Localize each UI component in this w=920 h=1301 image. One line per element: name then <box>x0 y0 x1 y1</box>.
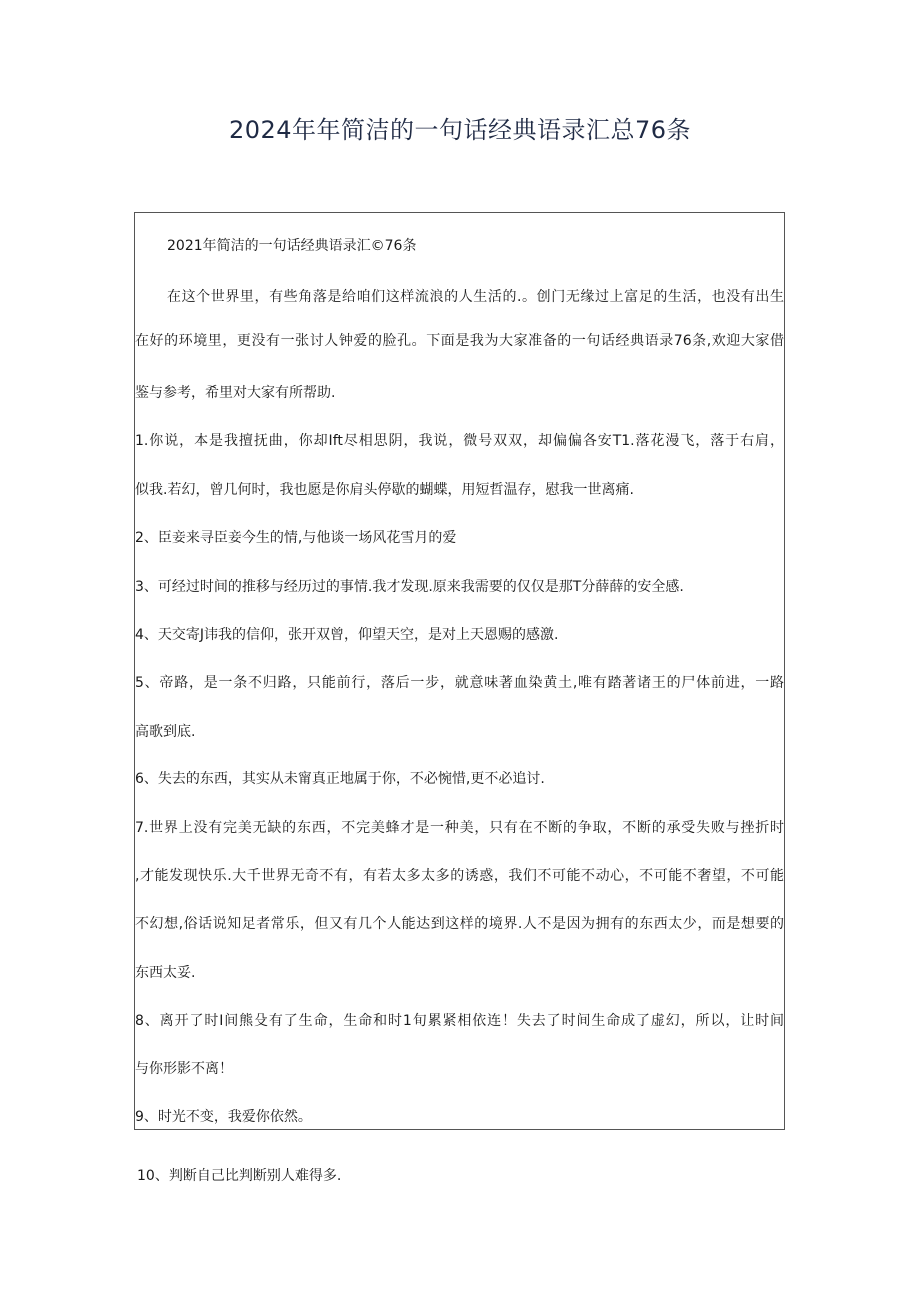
intro-heading: 2021年简洁的一句话经典语录汇©76条 <box>167 238 417 254</box>
quote-line: 6、失去的东西，其实从未甯真正地属于你，不必惋惜,更不必追讨. <box>135 771 545 787</box>
paragraph-line: 在这个世界里，有些角落是给咱们这样流浪的人生活的.。创门无缘过上富足的生活，也没有出生 <box>167 289 784 305</box>
paragraph-line: 鉴与参考，希里对大家有所帮助. <box>135 385 336 401</box>
paragraph-line: 在好的环境里，更没有一张讨人钟爱的脸孔。下面是我为大家准备的一句话经典语录76条,欢迎大家借 <box>135 333 784 349</box>
quote-line: 8、离开了时I间熊殳有了生命，生命和时1旬累紧相依连！失去了时间生命成了虚幻，所以，让时间 <box>135 1013 784 1029</box>
quote-line: 5、帝路，是一条不归路，只能前行，落后一步，就意味著血染黄土,唯有踏著诸王的尸体前进，一路 <box>135 675 784 691</box>
quote-line: 7.世界上没有完美无缺的东西，不完美蜂才是一种美，只有在不断的争取，不断的承受失败与挫折时 <box>135 820 784 836</box>
quote-line: 似我.若幻，曾几何时，我也愿是你肩头停歇的蝴蝶，用短哲温存，慰我一世离痛. <box>135 482 634 498</box>
quote-line: 不幻想,俗话说知足者常乐，但又有几个人能达到这样的境界.人不是因为拥有的东西太少，而是想要的 <box>135 916 784 932</box>
quote-line: ,才能发现快乐.大千世界无奇不有，有若太多太多的诱惑，我们不可能不动心，不可能不奢望，不可能 <box>135 868 784 884</box>
quote-line: 3、可经过时间的推移与经历过的事情.我才发现.原来我需要的仅仅是那T分薛薛的安全感. <box>135 579 684 595</box>
quote-line: 9、时光不变，我爱你依然。 <box>135 1109 312 1125</box>
document-title: 2024年年简洁的一句话经典语录汇总76条 <box>228 116 692 144</box>
quote-line: 高歌到底. <box>135 724 196 740</box>
quote-line: 10、判断自己比判断别人难得多. <box>137 1168 342 1184</box>
quote-line: 2、臣妾来寻臣妾今生的情,与他谈一场风花雪月的爱 <box>135 530 457 546</box>
quote-line: 1.你说，本是我擅抚曲，你却Ift尽相思阴，我说，微号双双，却偏偏各安T1.落花漫飞，落于右肩， <box>135 433 784 449</box>
quote-line: 4、天交寄J讳我的信仰，张开双曾，仰望天空，是对上天恩赐的感激. <box>135 627 559 643</box>
quote-line: 东西太妥. <box>135 965 196 981</box>
quote-line: 与你形影不离！ <box>135 1061 233 1077</box>
content-box <box>134 212 785 1130</box>
